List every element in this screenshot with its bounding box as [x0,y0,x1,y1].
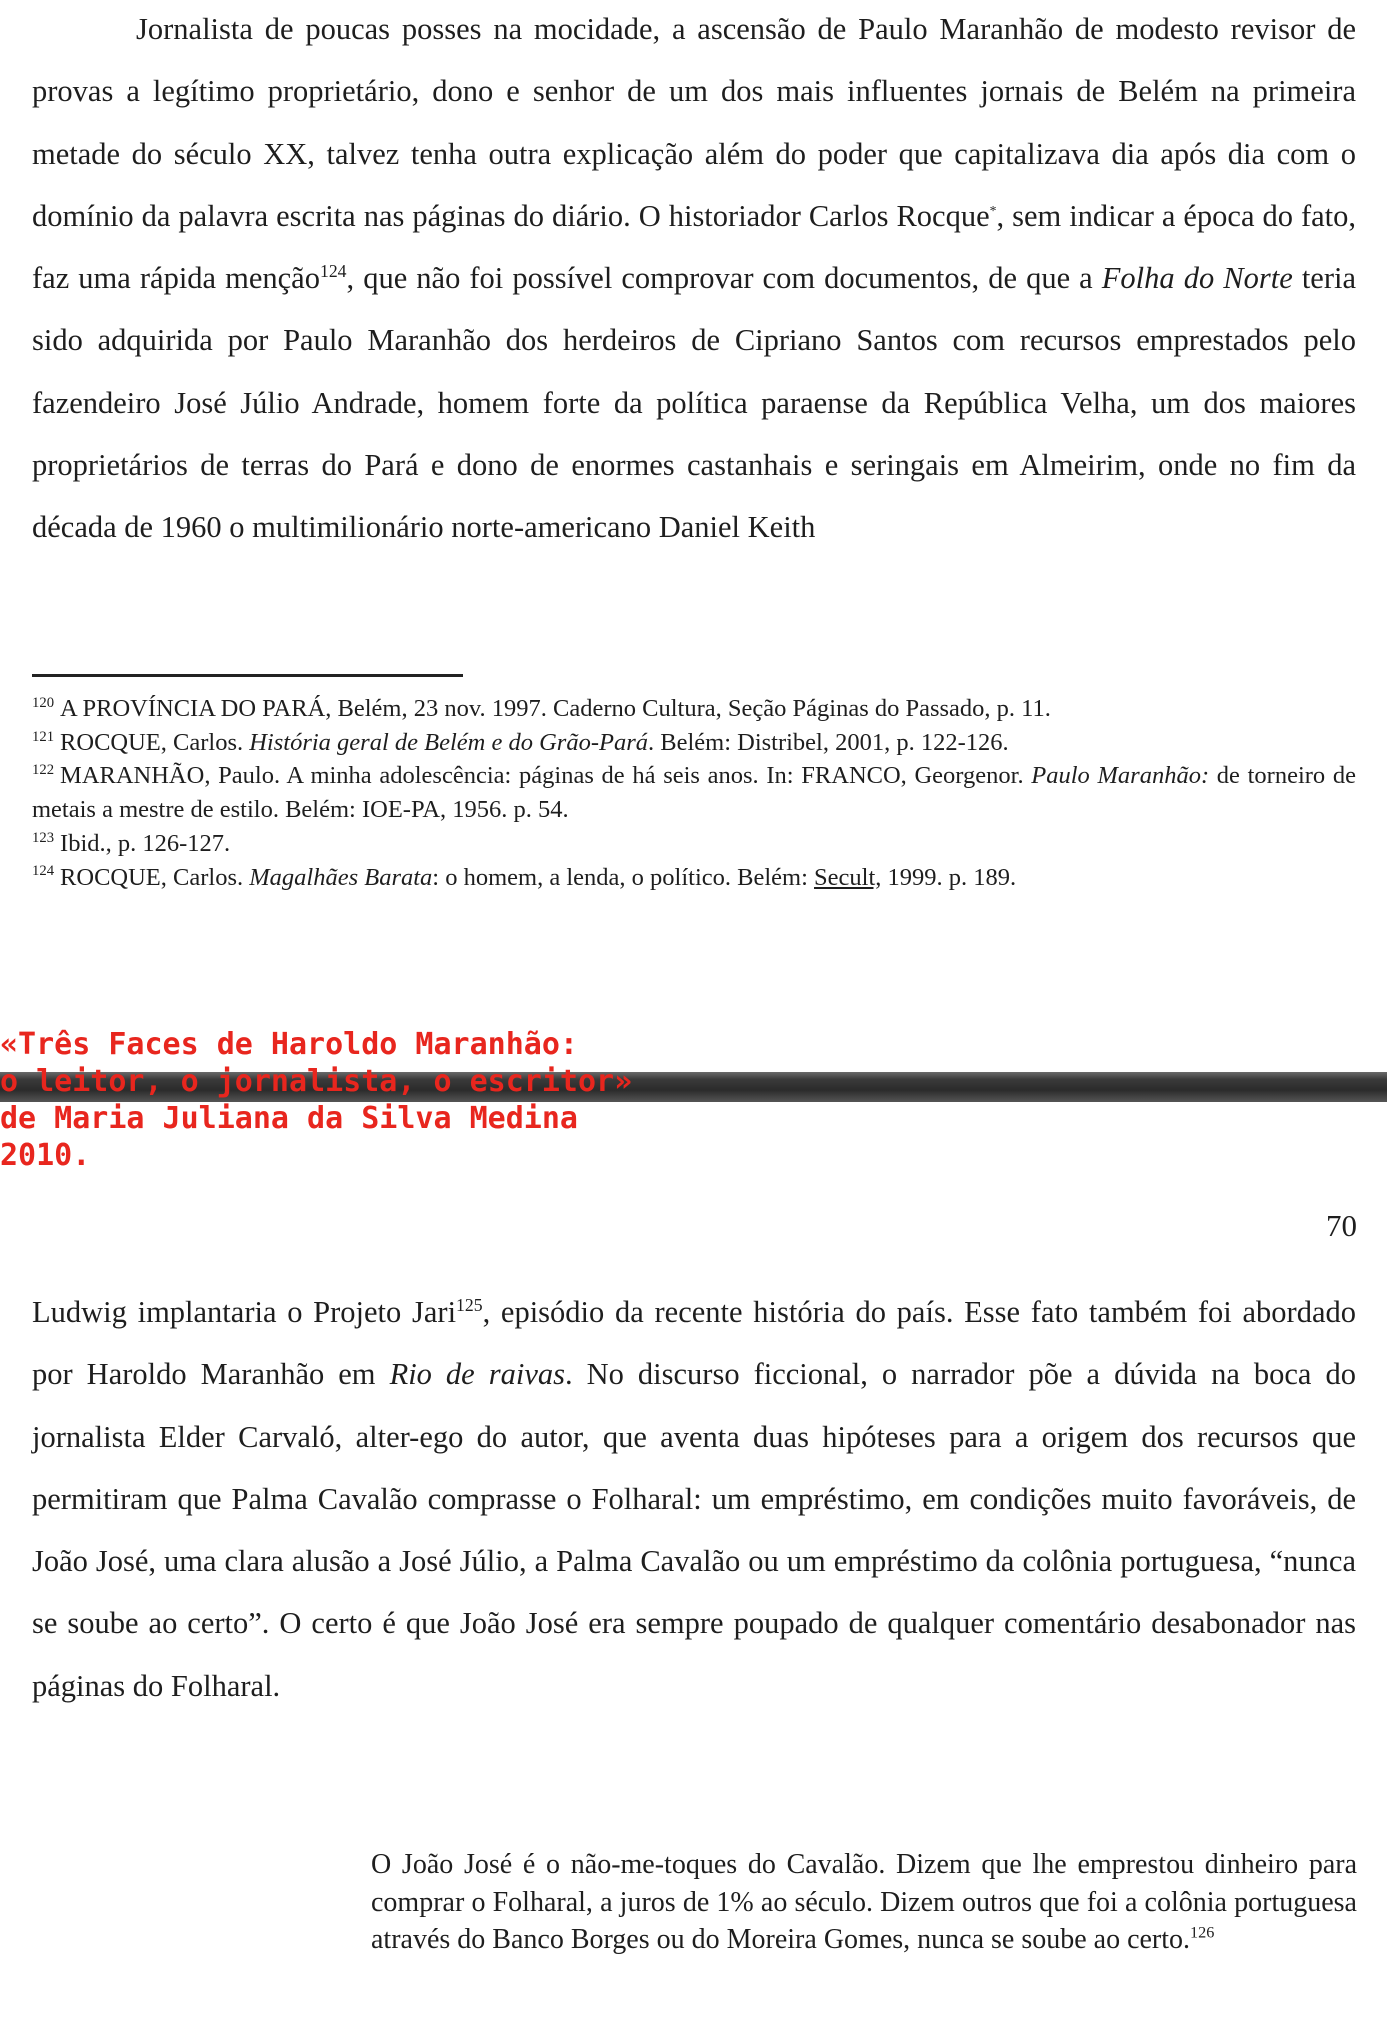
footnote-text: A PROVÍNCIA DO PARÁ, Belém, 23 nov. 1997. Caderno Cultura, Seção Páginas do Passado, p. 11. [60,695,1051,722]
text-run: , que não foi possível comprovar com documentos, de que a [346,261,1102,296]
page-number: 70 [1326,1208,1357,1243]
footnote-number: 124 [32,863,55,880]
stamp-author-line: de Maria Juliana da Silva Medina [0,1101,578,1136]
footnote-ref-125[interactable]: 125 [456,1294,483,1315]
footnote-text: ROCQUE, Carlos. [60,863,250,891]
footnote-number: 123 [32,829,55,846]
book-title: Paulo Maranhão: [1031,762,1210,790]
footnote-122 [32,759,1356,826]
block-quote [371,1846,1357,1959]
footnote-list [32,692,1356,894]
body-paragraph-bottom [32,1281,1356,1717]
footnote-text: MARANHÃO, Paulo. A minha adolescência: páginas de há seis anos. In: FRANCO, Georgenor. [60,762,1032,790]
footnote-text: . Belém: Distribel, 2001, p. 122-126. [647,728,1009,756]
footnote-separator [32,674,463,677]
newspaper-title: Folha do Norte [1101,261,1293,296]
text-run: . No discurso ficcional, o narrador põe a dúvida na boca do jornalista Elder Carvaló, alter-ego do autor, que aventa duas hipóteses para a origem dos recursos que permitiram que Palma Cavalão comprasse o Folharal: um empréstimo, em condições muito favoráveis, de João José, uma clara alusão a José Júlio, a Palma Cavalão ou um empréstimo da colônia portuguesa, “nunca se soube ao certo”. O certo é que João José era sempre poupado de qualquer comentário desabonador nas páginas do Folharal. [32,1357,1356,1703]
stamp-title-line: «Três Faces de Haroldo Maranhão: [0,1027,578,1062]
quote-text: O João José é o não-me-toques do Cavalão. Dizem que lhe emprestou dinheiro para comprar o Folharal, a juros de 1% ao século. Dizem outros que foi a colônia portuguesa através do Banco Borges ou do Moreira Gomes, nunca se soube ao certo. [371,1849,1357,1955]
footnote-ref-126[interactable]: 126 [1190,1923,1215,1942]
footnote-120 [32,692,1356,726]
text-run: Jornalista de poucas posses na mocidade, a ascensão de Paulo Maranhão de modesto revisor de provas a legítimo proprietário, dono e senhor de um dos mais influentes jornais de Belém na primeira metade do século XX, talvez tenha outra explicação além do poder que capitalizava dia após dia com o domínio da palavra escrita nas páginas do diário. O historiador Carlos Rocque [32,12,1356,233]
footnote-123 [32,827,1356,861]
footnote-text: Ibid., p. 126-127. [60,829,231,857]
footnote-text: : o homem, a lenda, o político. Belém: [432,863,815,891]
footnote-ref-124[interactable]: 124 [319,261,347,282]
footnote-124 [32,861,1356,895]
footnote-number: 121 [32,728,55,745]
stamp-year-line: 2010. [0,1138,91,1173]
novel-title: Rio de raivas [389,1357,565,1392]
text-run: Ludwig implantaria o Projeto Jari [32,1295,457,1329]
text-run: , episódio da recente história do país. Esse fato também foi abordado por Haroldo Maranhão em [32,1295,1356,1392]
publisher-underlined: Secult, [814,863,882,891]
asterisk-mark: * [989,202,997,218]
text-run: teria sido adquirida por Paulo Maranhão dos herdeiros de Cipriano Santos com recursos emprestados pelo fazendeiro José Júlio Andrade, homem forte da política paraense da República Velha, um dos maiores proprietários de terras do Pará e dono de enormes castanhais e seringais em Almeirim, onde no fim da década de 1960 o multimilionário norte-americano Daniel Keith [32,261,1356,545]
footnote-number: 122 [32,762,55,779]
text-run: , sem indicar a época do fato, faz uma rápida menção [32,198,1356,296]
footnote-text: 1999. p. 189. [881,863,1017,891]
book-title: História geral de Belém e do Grão-Pará [249,728,648,756]
footnote-text: ROCQUE, Carlos. [60,728,250,756]
footnote-121 [32,726,1356,760]
book-title: Magalhães Barata [249,863,433,891]
body-paragraph-top [32,0,1356,559]
footnote-number: 120 [32,694,55,711]
stamp-subtitle-line: o leitor, o jornalista, o escritor» [0,1064,633,1099]
footnote-text: de torneiro de metais a mestre de estilo. Belém: IOE-PA, 1956. p. 54. [32,762,1356,824]
source-stamp [0,1026,660,1174]
